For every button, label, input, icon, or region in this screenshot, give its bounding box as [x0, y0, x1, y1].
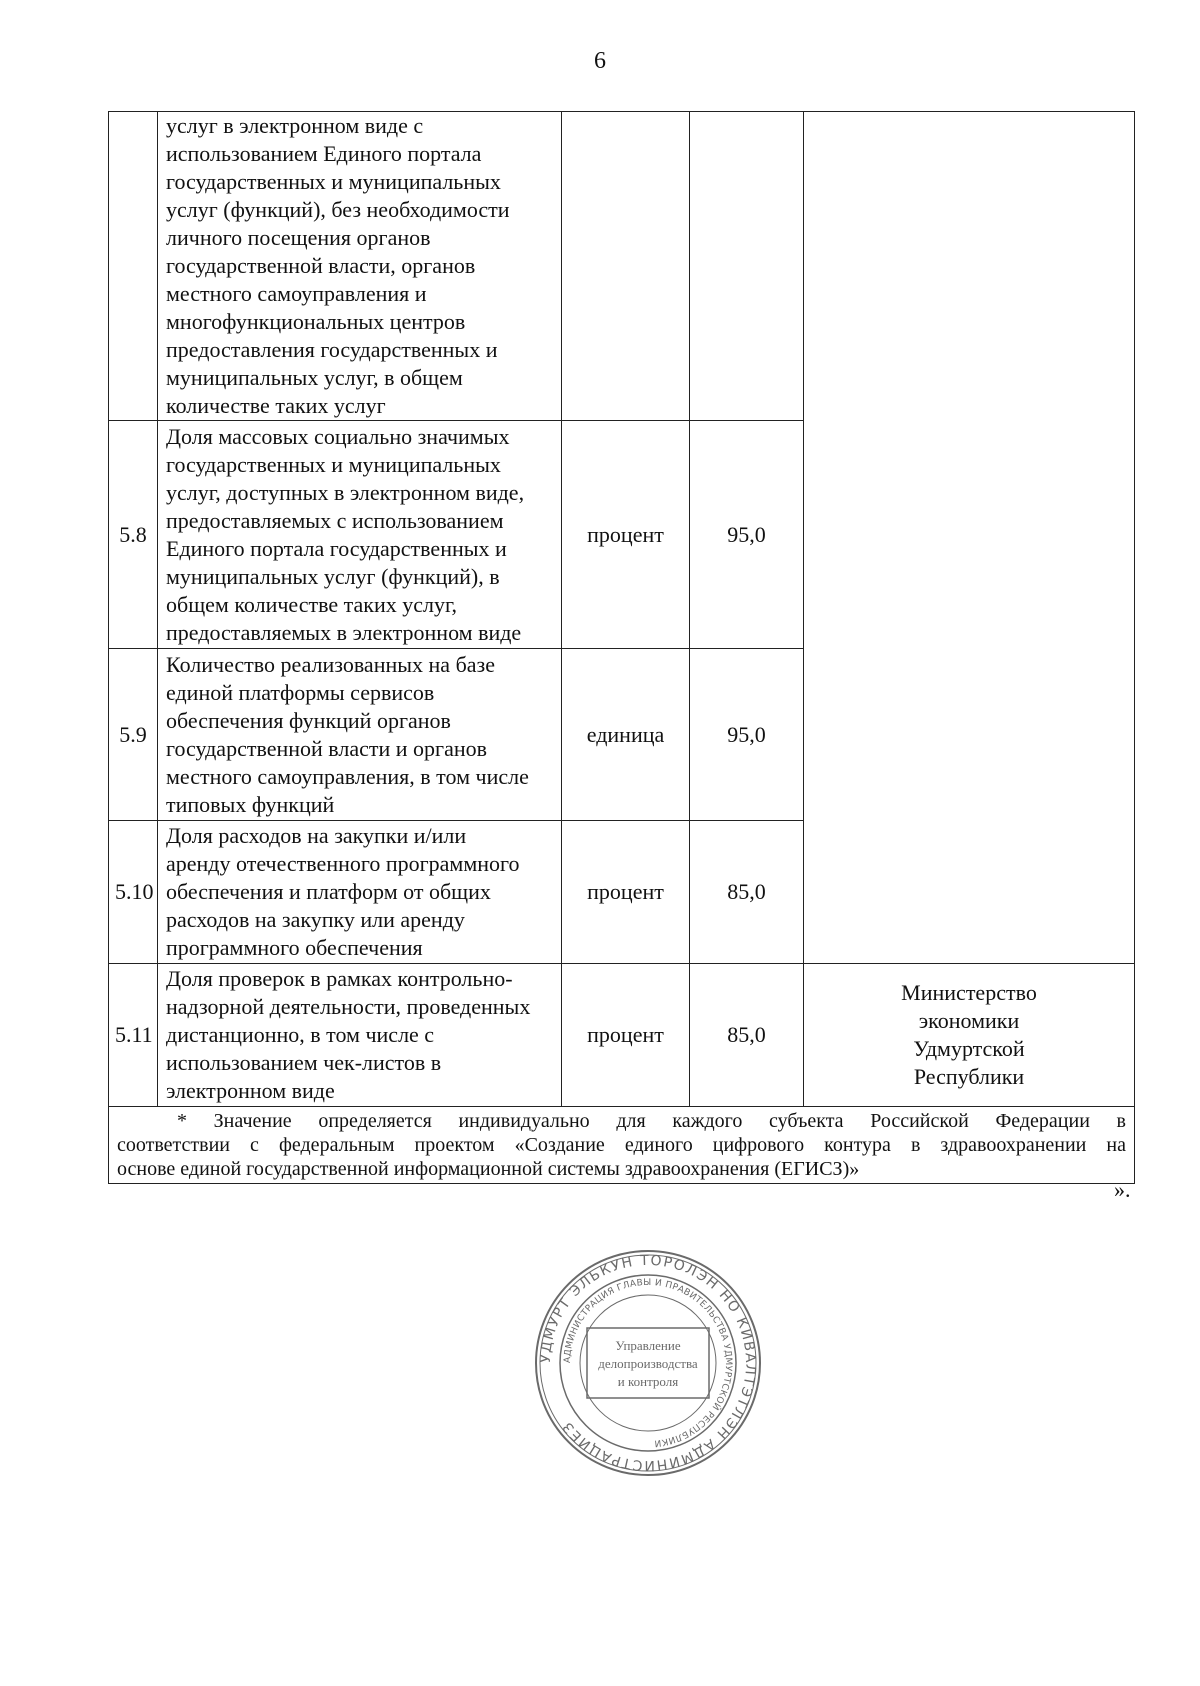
description-line: программного обеспечения — [166, 935, 423, 960]
footnote-line: основе единой государственной информационной системы здравоохранения (ЕГИСЗ)» — [117, 1158, 860, 1180]
responsible-line: Республики — [913, 1064, 1025, 1089]
description-line: государственной власти и органов — [166, 735, 488, 761]
description-line: Доля массовых социально значимых — [166, 423, 510, 449]
responsible-line: Удмуртской — [913, 1036, 1025, 1061]
description-line: многофункциональных центров — [166, 309, 466, 334]
table-row — [109, 112, 1135, 421]
description-line: обеспечения и платформ от общих — [166, 879, 491, 904]
description-line: местного самоуправления, в том числе — [166, 763, 529, 789]
row-number: 5.10 — [109, 821, 158, 964]
row-number: 5.9 — [109, 649, 158, 821]
stamp-outer-text: УДМУРТ ЭЛЬКУН ТОРОЛЭН НО КИВАЛТЭТЛЭН АДМИНИСТРАЦИЕЗ — [537, 1252, 759, 1474]
stamp-center-line: и контроля — [617, 1374, 679, 1389]
row-description — [158, 964, 562, 1107]
page-number: 6 — [594, 48, 606, 74]
row-value: 85,0 — [690, 964, 804, 1107]
stamp-center-line: делопроизводства — [598, 1356, 698, 1371]
description-line: Доля проверок в рамках контрольно- — [166, 966, 513, 991]
description-line: услуг (функций), без необходимости — [166, 197, 510, 222]
responsible-line: Министерство — [901, 980, 1037, 1005]
row-unit: процент — [562, 821, 690, 964]
stamp-inner-text: АДМИНИСТРАЦИЯ ГЛАВЫ И ПРАВИТЕЛЬСТВА УДМУРТСКОЙ РЕСПУБЛИКИ — [562, 1277, 734, 1448]
description-line: государственной власти, органов — [166, 253, 476, 278]
row-value: 85,0 — [690, 821, 804, 964]
description-line: обеспечения функций органов — [166, 707, 451, 733]
responsible-line: экономики — [918, 1008, 1020, 1033]
description-line: предоставления государственных и — [166, 337, 498, 362]
row-value: 95,0 — [690, 421, 804, 649]
description-line: государственных и муниципальных — [166, 451, 501, 477]
table-row — [109, 964, 1135, 1107]
description-line: местного самоуправления и — [166, 281, 427, 306]
description-line: типовых функций — [166, 791, 335, 817]
closing-quote: ». — [1114, 1177, 1131, 1202]
row-unit — [562, 112, 690, 421]
description-line: личного посещения органов — [166, 225, 431, 250]
description-line: Единого портала государственных и — [166, 535, 507, 561]
description-line: общем количестве таких услуг, — [166, 591, 458, 617]
description-line: государственных и муниципальных — [166, 169, 501, 194]
description-line: единой платформы сервисов — [166, 679, 435, 705]
row-description — [158, 112, 562, 421]
row-unit: процент — [562, 421, 690, 649]
description-line: Доля расходов на закупки и/или — [166, 823, 467, 848]
footnote-line: * Значение определяется индивидуально для каждого субъекта Российской Федерации в — [177, 1110, 1126, 1132]
official-stamp — [533, 1248, 763, 1478]
responsible-agency — [804, 964, 1135, 1107]
description-line: расходов на закупку или аренду — [166, 907, 465, 932]
row-unit: единица — [562, 649, 690, 821]
description-line: предоставляемых с использованием — [166, 507, 504, 533]
responsible-cell-empty — [804, 112, 1135, 964]
description-line: использованием чек-листов в — [166, 1050, 442, 1075]
footnote-line: соответствии с федеральным проектом «Создание единого цифрового контура в здравоохранении на — [117, 1134, 1126, 1156]
indicators-table — [108, 111, 1135, 1184]
row-number: 5.8 — [109, 421, 158, 649]
description-line: муниципальных услуг (функций), в — [166, 563, 500, 589]
description-line: количестве таких услуг — [166, 393, 386, 418]
row-description — [158, 649, 562, 821]
description-line: предоставляемых в электронном виде — [166, 619, 522, 645]
footnote-row — [109, 1107, 1135, 1184]
description-line: аренду отечественного программного — [166, 851, 520, 876]
row-description — [158, 421, 562, 649]
footnote — [109, 1107, 1135, 1184]
description-line: дистанционно, в том числе с — [166, 1022, 435, 1047]
description-line: электронном виде — [166, 1078, 335, 1103]
description-line: услуг в электронном виде с — [166, 113, 424, 138]
row-description — [158, 821, 562, 964]
description-line: услуг, доступных в электронном виде, — [166, 479, 525, 505]
description-line: Количество реализованных на базе — [166, 651, 495, 677]
stamp-center-line: Управление — [615, 1338, 681, 1353]
row-number: 5.11 — [109, 964, 158, 1107]
row-value — [690, 112, 804, 421]
description-line: надзорной деятельности, проведенных — [166, 994, 531, 1019]
row-unit: процент — [562, 964, 690, 1107]
description-line: муниципальных услуг, в общем — [166, 365, 463, 390]
row-value: 95,0 — [690, 649, 804, 821]
description-line: использованием Единого портала — [166, 141, 482, 166]
row-number — [109, 112, 158, 421]
